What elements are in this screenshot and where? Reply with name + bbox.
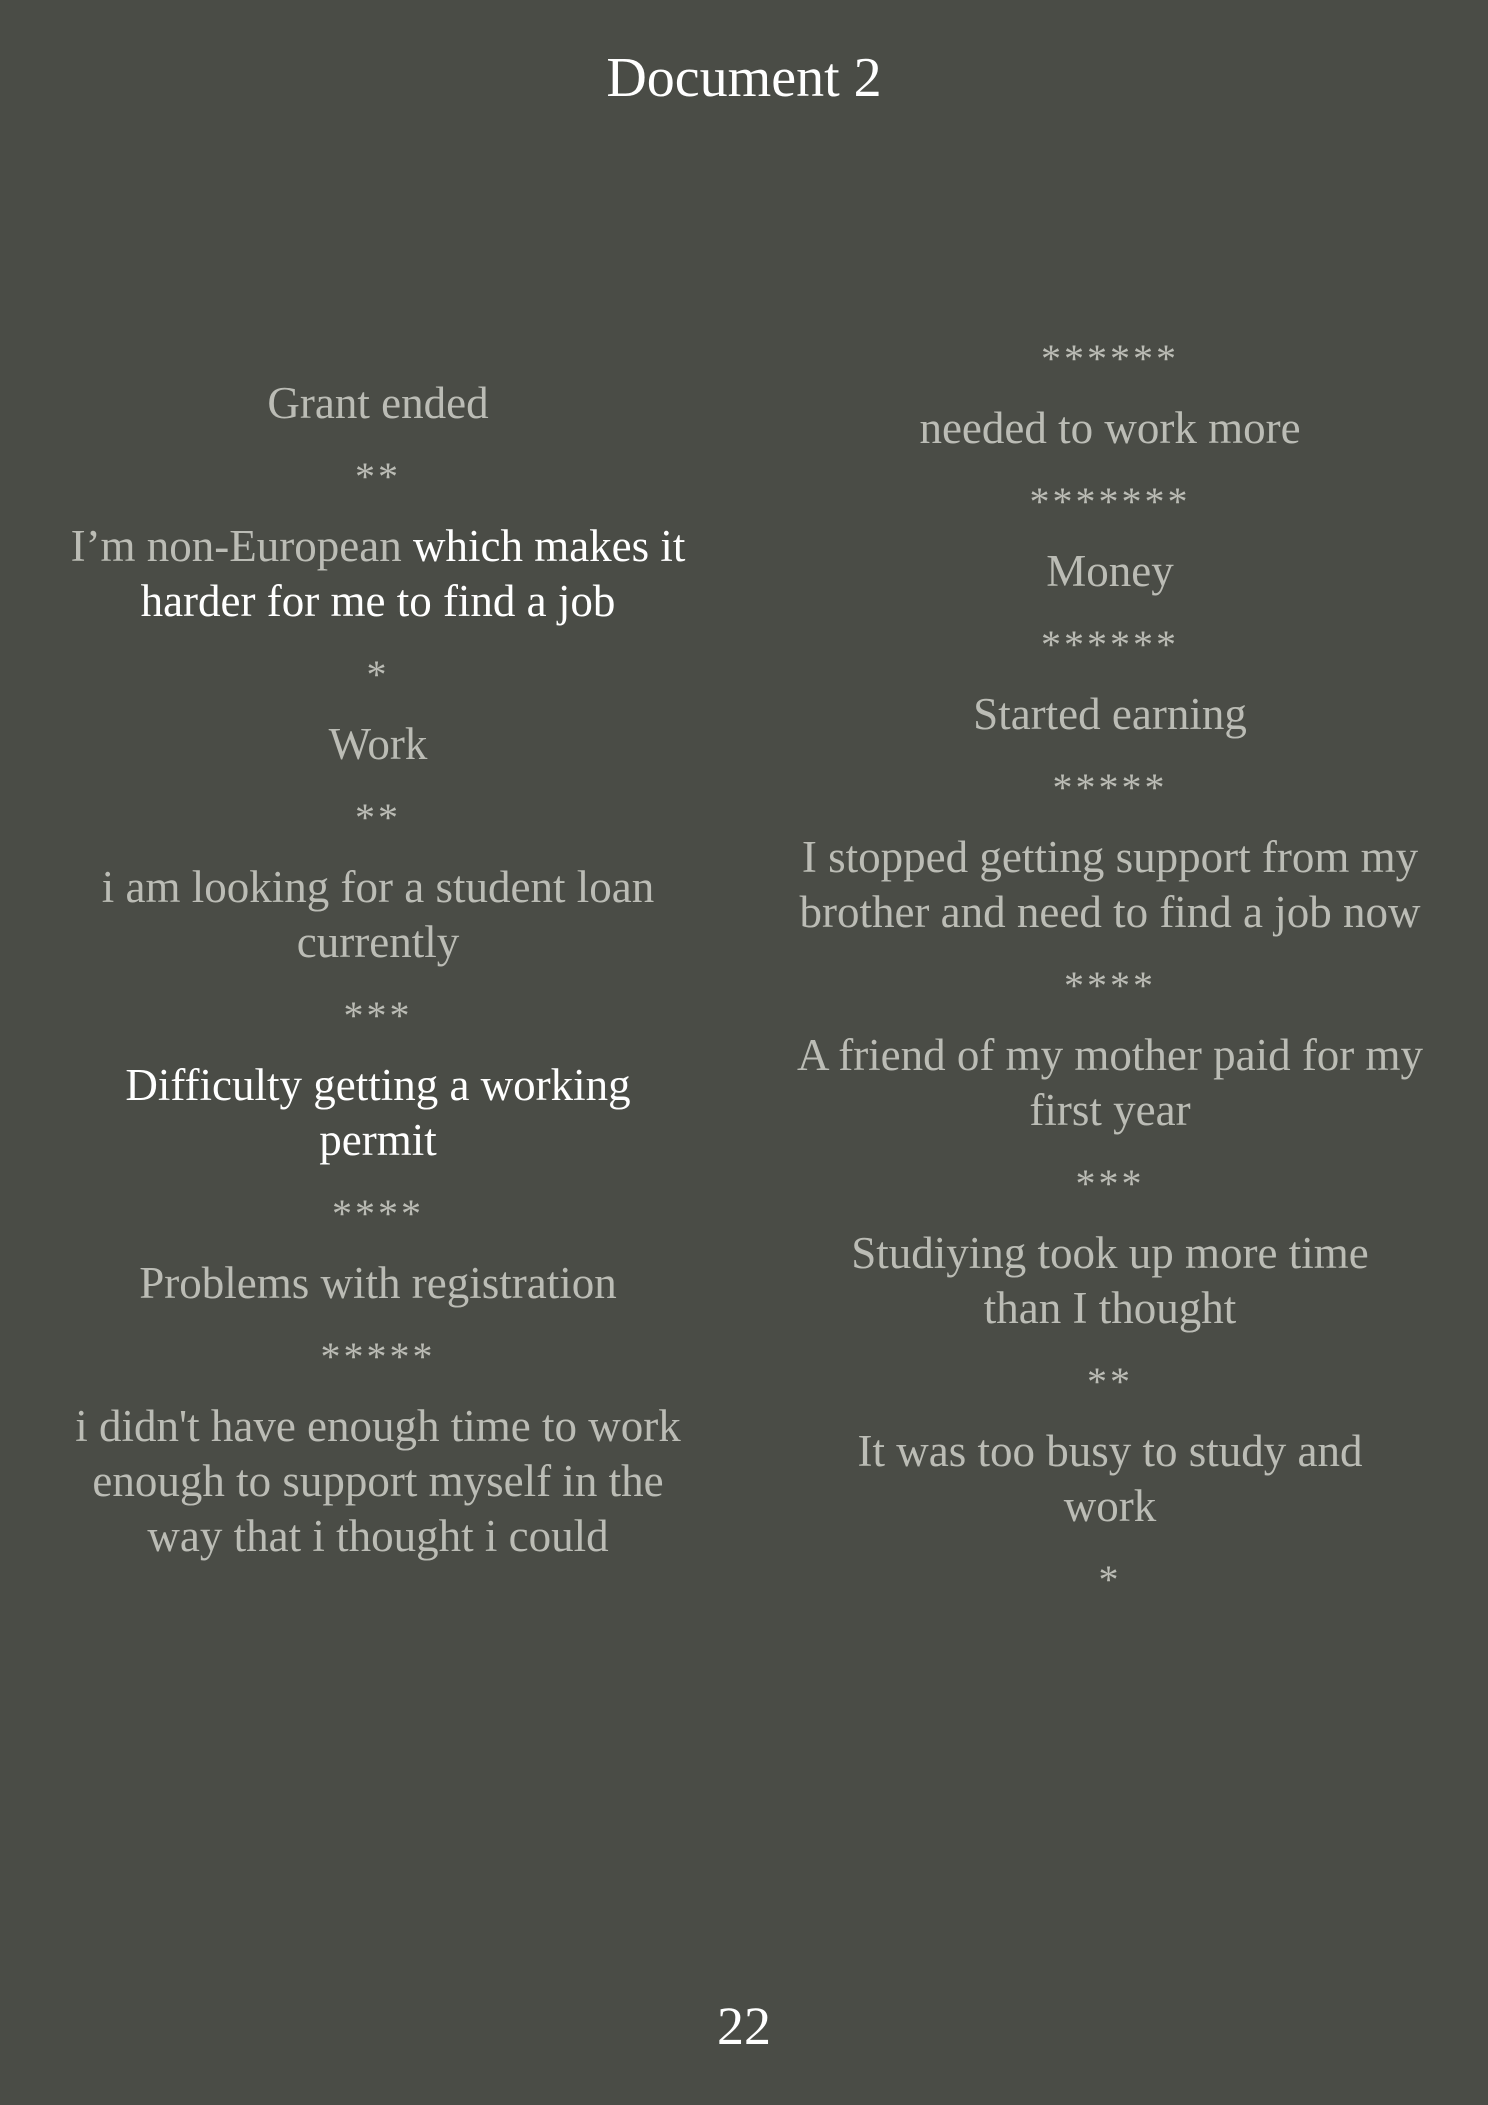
separator: ** [355, 795, 401, 840]
separator: ******* [1029, 479, 1191, 524]
response-studying-time: Studiying took up more time than I thought [851, 1228, 1369, 1333]
highlighted-phrase: which makes it harder for me to find a job [140, 521, 686, 626]
separator: ** [355, 454, 401, 499]
response-work: Work [328, 719, 428, 769]
separator: **** [1064, 963, 1156, 1008]
separator: ***** [1052, 765, 1168, 810]
left-column [38, 376, 718, 1564]
separator: *** [1075, 1161, 1145, 1206]
document-title: Document 2 [606, 47, 882, 109]
response-started-earning: Started earning [973, 689, 1247, 739]
separator: ****** [1041, 336, 1179, 381]
page-number: 22 [717, 1996, 771, 2056]
response-grant-ended: Grant ended [267, 378, 489, 428]
muted-phrase: I’m non-European [70, 521, 402, 571]
response-working-permit: Difficulty getting a working permit [125, 1060, 631, 1165]
response-money: Money [1046, 546, 1174, 596]
separator: **** [332, 1191, 424, 1236]
separator: ***** [320, 1334, 436, 1379]
right-column [770, 336, 1450, 1622]
response-needed-to-work-more: needed to work more [919, 403, 1301, 453]
response-friend-paid: A friend of my mother paid for my first year [796, 1030, 1424, 1135]
response-not-enough-time: i didn't have enough time to work enough to support myself in the way that i thought i could [75, 1401, 681, 1561]
response-registration: Problems with registration [139, 1258, 617, 1308]
separator: ****** [1041, 622, 1179, 667]
separator: ** [1087, 1359, 1133, 1404]
response-too-busy: It was too busy to study and work [857, 1426, 1363, 1531]
response-non-european [58, 519, 698, 629]
response-stopped-support: I stopped getting support from my brother and need to find a job now [799, 832, 1421, 937]
separator: * [366, 652, 390, 697]
response-student-loan: i am looking for a student loan currently [101, 862, 655, 967]
separator: * [1098, 1557, 1122, 1602]
separator: *** [343, 993, 413, 1038]
